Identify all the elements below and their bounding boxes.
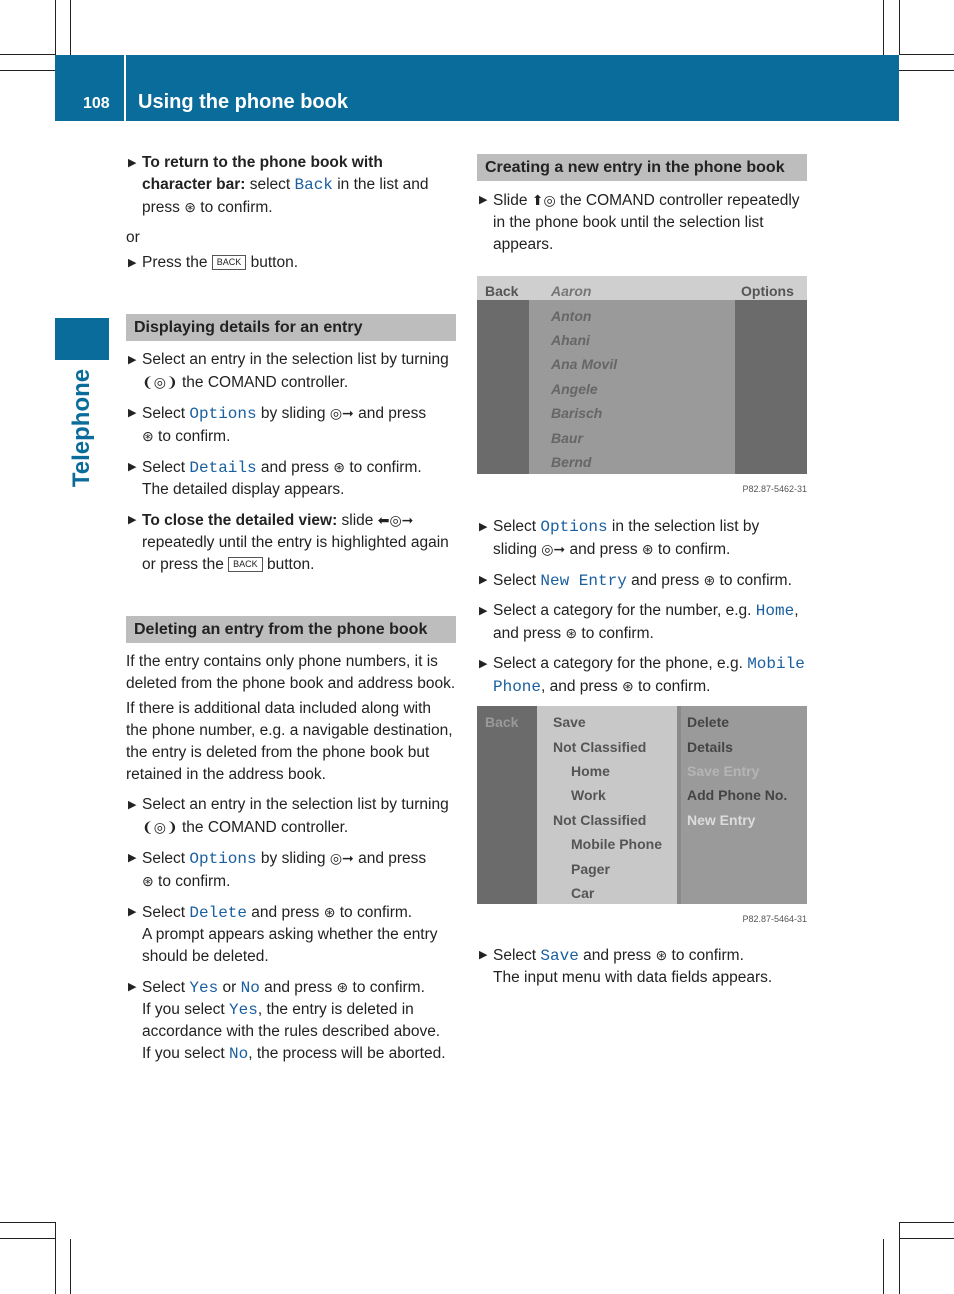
crop-mark bbox=[899, 1222, 900, 1294]
screen-entry: Baur bbox=[551, 430, 583, 446]
screen-back-button: Back bbox=[485, 714, 519, 730]
details-step-2: ▶ Select Options by sliding ◎➞ and press ⊛ to confirm. bbox=[126, 402, 456, 448]
new-entry-step-1: ▶ Select Options in the selection list by sliding ◎➞ and press ⊛ to confirm. bbox=[479, 518, 760, 558]
screen-menu-item: Save Entry bbox=[687, 763, 760, 779]
screen-entry: Ana Movil bbox=[551, 356, 618, 372]
turn-controller-icon: ❨◎❩ bbox=[142, 374, 178, 390]
step-arrow-icon: ▶ bbox=[479, 949, 488, 961]
delete-step-2: ▶ Select Options by sliding ◎➞ and press ⊛ to confirm. bbox=[126, 847, 456, 893]
step-arrow-icon: ▶ bbox=[479, 521, 488, 533]
menu-key: Save bbox=[540, 947, 579, 965]
crop-mark bbox=[899, 70, 954, 71]
screen-entry: Aaron bbox=[551, 283, 592, 299]
header-bar bbox=[55, 55, 899, 121]
screen-menu-item: Details bbox=[687, 739, 733, 755]
step-bold-label: To close the detailed view: bbox=[142, 512, 338, 529]
screen-back-button: Back bbox=[485, 283, 519, 299]
press-icon: ⊛ bbox=[703, 572, 716, 588]
screen-category: Pager bbox=[571, 861, 610, 877]
step-result-note: A prompt appears asking whether the entry should be deleted. bbox=[142, 926, 438, 965]
page-title: Using the phone book bbox=[138, 91, 348, 113]
step-arrow-icon: ▶ bbox=[128, 461, 137, 473]
press-icon: ⊛ bbox=[142, 873, 154, 889]
delete-step-1: ▶ Select an entry in the selection list by turning ❨◎❩ the COMAND controller. bbox=[128, 796, 449, 836]
category-screenshot bbox=[477, 706, 807, 904]
step-arrow-icon: ▶ bbox=[128, 981, 137, 993]
step-arrow-icon: ▶ bbox=[128, 407, 137, 419]
press-icon: ⊛ bbox=[336, 979, 349, 995]
crop-mark bbox=[899, 54, 954, 55]
right-column bbox=[477, 154, 807, 997]
press-icon: ⊛ bbox=[655, 947, 668, 963]
menu-key: Delete bbox=[189, 904, 247, 922]
press-icon: ⊛ bbox=[333, 459, 346, 475]
crop-mark bbox=[70, 0, 71, 55]
menu-key: Yes bbox=[229, 1001, 258, 1019]
image-caption: P82.87-5462-31 bbox=[742, 484, 807, 494]
close-detail-step: ▶ To close the detailed view: slide ⬅◎➞ repeatedly until the entry is highlighted again or press the BACK button. bbox=[126, 509, 456, 576]
screen-entry: Ahani bbox=[551, 332, 590, 348]
slide-left-right-icon: ⬅◎➞ bbox=[377, 512, 414, 528]
left-column bbox=[126, 152, 456, 1073]
step-arrow-icon: ▶ bbox=[128, 157, 137, 169]
return-step: ▶ To return to the phone book with character bar: select Back in the list and press ⊛ to confirm. bbox=[128, 154, 429, 216]
delete-step-3: ▶ Select Delete and press ⊛ to confirm. A prompt appears asking whether the entry should be deleted. bbox=[126, 901, 456, 968]
new-entry-step-4: ▶ Select a category for the phone, e.g. Mobile Phone, and press ⊛ to confirm. bbox=[479, 655, 805, 696]
step-arrow-icon: ▶ bbox=[479, 574, 488, 586]
crop-mark bbox=[883, 0, 884, 55]
crop-mark bbox=[55, 1222, 56, 1294]
step-arrow-icon: ▶ bbox=[479, 658, 488, 670]
press-icon: ⊛ bbox=[142, 428, 154, 444]
slide-right-icon: ◎➞ bbox=[329, 405, 354, 421]
menu-key: Options bbox=[189, 405, 257, 423]
slide-step: ▶ Slide ⬆◎ the COMAND controller repeatedly in the phone book until the selection list appears. bbox=[477, 189, 807, 256]
crop-mark bbox=[899, 1238, 954, 1239]
screen-category: Home bbox=[571, 763, 610, 779]
screen-left-panel bbox=[477, 706, 537, 904]
menu-key: No bbox=[229, 1045, 249, 1063]
screen-category: Not Classified bbox=[553, 739, 647, 755]
step-arrow-icon: ▶ bbox=[128, 906, 137, 918]
yes-no-step: ▶ Select Yes or No and press ⊛ to confirm. If you select Yes, the entry is deleted in accordance with the rules described above. If you select No, the process will be aborted. bbox=[126, 976, 456, 1065]
step-arrow-icon: ▶ bbox=[479, 605, 488, 617]
press-icon: ⊛ bbox=[622, 678, 634, 694]
screen-entry: Barisch bbox=[551, 405, 603, 421]
crop-mark bbox=[899, 1222, 954, 1223]
step-arrow-icon: ▶ bbox=[479, 194, 488, 206]
screen-menu-item: Add Phone No. bbox=[687, 787, 788, 803]
press-icon: ⊛ bbox=[565, 625, 578, 641]
press-icon: ⊛ bbox=[641, 541, 654, 557]
step-arrow-icon: ▶ bbox=[128, 852, 137, 864]
page-number: 108 bbox=[83, 95, 110, 112]
step-arrow-icon: ▶ bbox=[128, 514, 137, 526]
menu-key: New Entry bbox=[540, 572, 627, 590]
back-button-icon: BACK bbox=[212, 255, 247, 270]
screen-entry: Anton bbox=[551, 308, 592, 324]
image-caption: P82.87-5464-31 bbox=[742, 914, 807, 924]
screen-category: Car bbox=[571, 885, 595, 901]
save-step: ▶ Select Save and press ⊛ to confirm. The input menu with data fields appears. bbox=[477, 944, 807, 989]
screen-save-button: Save bbox=[553, 714, 586, 730]
phone-book-screenshot bbox=[477, 276, 807, 474]
menu-key: Yes bbox=[189, 979, 219, 997]
menu-key: Options bbox=[189, 850, 257, 868]
menu-key: Home bbox=[755, 602, 795, 620]
crop-mark bbox=[70, 1239, 71, 1294]
press-back-step: ▶ Press the BACK button. bbox=[126, 252, 456, 274]
slide-up-icon: ⬆◎ bbox=[531, 192, 556, 208]
crop-mark bbox=[0, 1222, 55, 1223]
delete-paragraph-2: If there is additional data included along with the phone number, e.g. a navigable destination, the entry is deleted from the phone book but retained in the address book. bbox=[126, 700, 453, 783]
step-arrow-icon: ▶ bbox=[128, 354, 137, 366]
section-heading-details: Displaying details for an entry bbox=[126, 314, 456, 341]
screen-left-panel bbox=[477, 276, 529, 474]
crop-mark bbox=[55, 0, 56, 55]
crop-mark bbox=[0, 1238, 55, 1239]
new-entry-step-3: ▶ Select a category for the number, e.g. Home, and press ⊛ to confirm. bbox=[479, 602, 799, 642]
menu-key: No bbox=[240, 979, 260, 997]
new-entry-step-2: ▶ Select New Entry and press ⊛ to confirm. bbox=[477, 569, 807, 592]
side-tab bbox=[55, 318, 109, 360]
screen-right-panel bbox=[735, 276, 807, 474]
back-button-icon: BACK bbox=[228, 557, 263, 572]
or-text: or bbox=[126, 229, 140, 246]
crop-mark bbox=[0, 70, 55, 71]
details-step-1: ▶ Select an entry in the selection list by turning ❨◎❩ the COMAND controller. bbox=[128, 351, 449, 391]
screen-category: Not Classified bbox=[553, 812, 647, 828]
details-step-3: ▶ Select Details and press ⊛ to confirm. The detailed display appears. bbox=[126, 456, 456, 501]
step-result-note: The detailed display appears. bbox=[142, 481, 345, 498]
section-heading-new-entry: Creating a new entry in the phone book bbox=[477, 154, 807, 181]
step-bold-label: To return to the phone book with character bar: bbox=[142, 154, 383, 193]
menu-key: Back bbox=[294, 176, 333, 194]
header-divider bbox=[124, 55, 126, 121]
crop-mark bbox=[0, 54, 55, 55]
screen-entry: Angele bbox=[551, 381, 598, 397]
step-result-note: The input menu with data fields appears. bbox=[493, 969, 773, 986]
screen-entry: Bernd bbox=[551, 454, 592, 470]
turn-controller-icon: ❨◎❩ bbox=[142, 819, 178, 835]
press-icon: ⊛ bbox=[184, 199, 196, 215]
step-arrow-icon: ▶ bbox=[128, 799, 137, 811]
screen-category: Mobile Phone bbox=[571, 836, 662, 852]
menu-key: Options bbox=[540, 518, 608, 536]
press-icon: ⊛ bbox=[323, 904, 336, 920]
menu-key: Mobile Phone bbox=[493, 655, 805, 696]
crop-mark bbox=[899, 0, 900, 55]
screen-category: Work bbox=[571, 787, 606, 803]
crop-mark bbox=[883, 1239, 884, 1294]
slide-right-icon: ◎➞ bbox=[329, 850, 354, 866]
menu-key: Details bbox=[189, 459, 257, 477]
screen-options-button: Options bbox=[741, 283, 794, 299]
side-chapter-label: Telephone bbox=[68, 368, 95, 488]
delete-paragraph-1: If the entry contains only phone numbers, it is deleted from the phone book and address book. bbox=[126, 653, 456, 692]
slide-right-icon: ◎➞ bbox=[541, 541, 566, 557]
screen-menu-item: Delete bbox=[687, 714, 730, 730]
section-heading-delete: Deleting an entry from the phone book bbox=[126, 616, 456, 643]
screen-menu-item: New Entry bbox=[687, 812, 756, 828]
step-arrow-icon: ▶ bbox=[128, 257, 137, 269]
